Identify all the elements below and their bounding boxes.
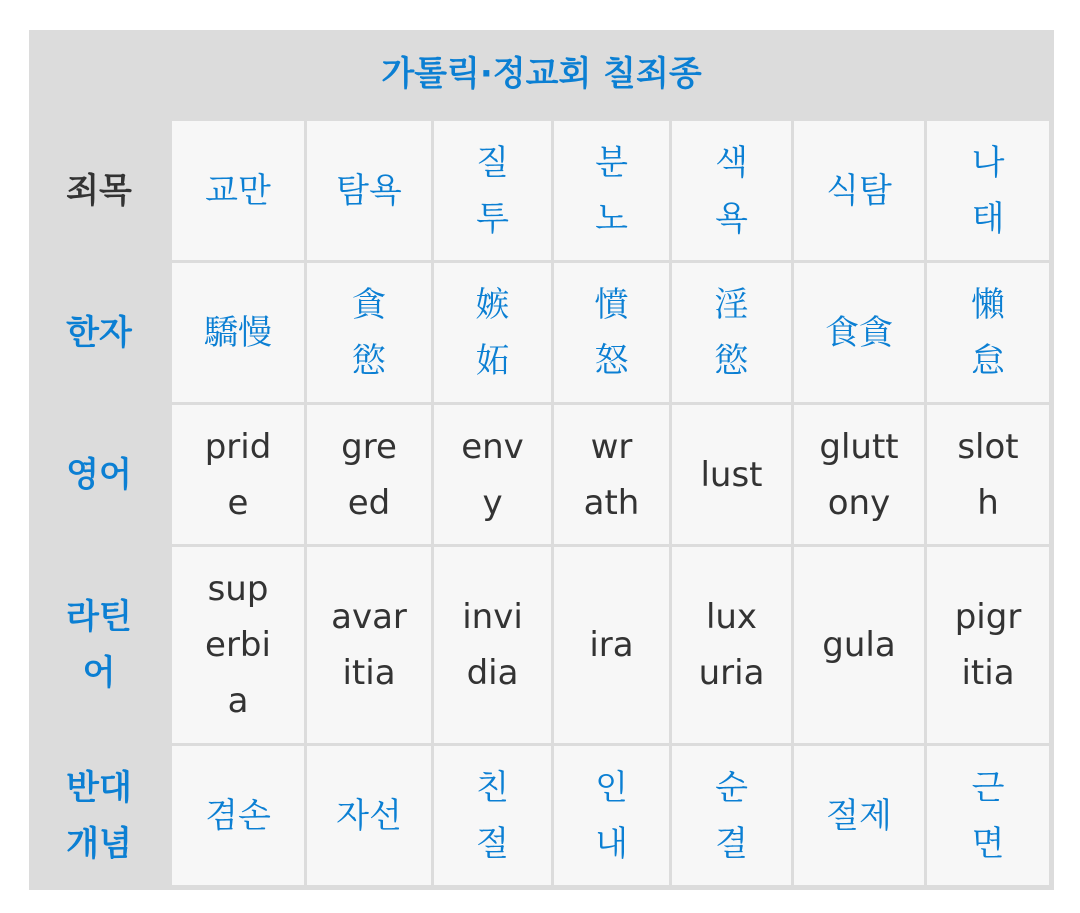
table-cell-latin-4 <box>554 547 669 743</box>
table-cell-opposite-1[interactable] <box>172 746 304 885</box>
seven-sins-table <box>26 118 1052 888</box>
cell-text-line: 근 <box>971 767 1005 808</box>
table-cell-latin-1 <box>172 547 304 743</box>
cell-text-line: e <box>227 482 249 523</box>
cell-text-line: 순 <box>715 767 748 808</box>
row-header-english[interactable] <box>29 405 169 544</box>
cell-text-line: 嫉 <box>475 284 510 325</box>
table-cell-opposite-6[interactable] <box>794 746 924 885</box>
row-header-sin <box>29 121 169 260</box>
cell-text-line: erbi <box>205 625 271 665</box>
table-cell-latin-6 <box>794 547 924 743</box>
table-cell-opposite-2[interactable] <box>307 746 431 885</box>
cell-text-line: 탐욕 <box>336 170 402 211</box>
table-cell-opposite-3[interactable] <box>434 746 551 885</box>
table-cell-hanja-1[interactable] <box>172 263 304 402</box>
cell-text-line: 자선 <box>336 795 402 836</box>
cell-text-line: 妬 <box>475 340 510 381</box>
cell-text-line: 면 <box>971 823 1005 864</box>
table-cell-english-3 <box>434 405 551 544</box>
row-header-line: 라틴 <box>66 597 132 637</box>
table-cell-sin-7[interactable] <box>927 121 1049 260</box>
cell-text-line: 교만 <box>205 170 271 211</box>
cell-text-line: lust <box>700 454 763 495</box>
cell-text-line: dia <box>466 653 519 693</box>
cell-text-line: 투 <box>476 198 509 239</box>
cell-text-line: 驕慢 <box>204 312 272 353</box>
table-row-latin <box>29 547 1049 743</box>
cell-text-line: ira <box>589 625 634 665</box>
row-header-line: 죄목 <box>66 170 132 211</box>
table-row-sin <box>29 121 1049 260</box>
table-cell-hanja-6[interactable] <box>794 263 924 402</box>
cell-text-line: avar <box>331 597 407 637</box>
cell-text-line: prid <box>204 426 272 467</box>
cell-text-line: 친 <box>476 767 509 808</box>
cell-text-line: ath <box>583 482 640 523</box>
table-cell-sin-3[interactable] <box>434 121 551 260</box>
row-header-line: 개념 <box>66 823 132 864</box>
cell-text-line: lux <box>705 597 758 637</box>
table-cell-sin-6[interactable] <box>794 121 924 260</box>
cell-text-line: 겸손 <box>205 795 271 836</box>
cell-text-line: env <box>461 426 524 467</box>
cell-text-line: 태 <box>971 198 1005 239</box>
cell-text-line: 怒 <box>594 340 629 381</box>
cell-text-line: 인 <box>595 767 628 808</box>
table-cell-hanja-3[interactable] <box>434 263 551 402</box>
table-frame <box>29 30 1054 890</box>
cell-text-line: uria <box>698 653 765 693</box>
table-cell-opposite-7[interactable] <box>927 746 1049 885</box>
cell-text-line: sup <box>207 569 269 609</box>
cell-text-line: 내 <box>595 823 628 864</box>
cell-text-line: 怠 <box>971 340 1005 381</box>
table-cell-latin-7 <box>927 547 1049 743</box>
table-cell-english-2 <box>307 405 431 544</box>
table-cell-english-5 <box>672 405 791 544</box>
table-cell-opposite-4[interactable] <box>554 746 669 885</box>
cell-text-line: 절제 <box>826 795 892 836</box>
cell-text-line: 노 <box>595 198 628 239</box>
table-cell-latin-3 <box>434 547 551 743</box>
cell-text-line: ony <box>827 482 891 523</box>
cell-text-line: gula <box>822 625 896 665</box>
table-cell-sin-1[interactable] <box>172 121 304 260</box>
cell-text-line: pigr <box>954 597 1022 637</box>
cell-text-line: wr <box>590 426 633 467</box>
cell-text-line: glutt <box>819 426 899 467</box>
table-cell-english-6 <box>794 405 924 544</box>
cell-text-line: 색 <box>715 142 748 183</box>
table-title[interactable]: 가톨릭·정교회 칠죄종 <box>381 54 702 94</box>
cell-text-line: 식탐 <box>826 170 892 211</box>
table-cell-english-1 <box>172 405 304 544</box>
table-cell-latin-5 <box>672 547 791 743</box>
table-cell-hanja-4[interactable] <box>554 263 669 402</box>
cell-text-line: slot <box>957 426 1019 467</box>
table-cell-hanja-7[interactable] <box>927 263 1049 402</box>
row-header-line: 반대 <box>66 767 132 808</box>
table-cell-sin-4[interactable] <box>554 121 669 260</box>
cell-text-line: y <box>482 482 503 523</box>
row-header-line: 어 <box>82 653 116 693</box>
table-cell-english-4 <box>554 405 669 544</box>
cell-text-line: 결 <box>715 823 748 864</box>
table-cell-opposite-5[interactable] <box>672 746 791 885</box>
cell-text-line: h <box>977 482 999 523</box>
row-header-line: 한자 <box>66 312 132 353</box>
row-header-hanja[interactable] <box>29 263 169 402</box>
cell-text-line: 食貪 <box>825 312 893 353</box>
table-cell-latin-2 <box>307 547 431 743</box>
cell-text-line: 慾 <box>352 340 386 381</box>
cell-text-line: gre <box>341 426 397 467</box>
cell-text-line: 憤 <box>594 284 629 325</box>
cell-text-line: 懶 <box>971 284 1005 325</box>
table-cell-hanja-2[interactable] <box>307 263 431 402</box>
table-row-hanja <box>29 263 1049 402</box>
table-row-opposite <box>29 746 1049 885</box>
row-header-opposite[interactable] <box>29 746 169 885</box>
cell-text-line: 貪 <box>352 284 386 325</box>
table-cell-sin-5[interactable] <box>672 121 791 260</box>
cell-text-line: 분 <box>595 142 628 183</box>
table-cell-hanja-5[interactable] <box>672 263 791 402</box>
cell-text-line: 慾 <box>714 340 749 381</box>
cell-text-line: 淫 <box>714 284 749 325</box>
cell-text-line: invi <box>462 597 523 637</box>
cell-text-line: 절 <box>476 823 509 864</box>
cell-text-line: 욕 <box>715 198 748 239</box>
row-header-line: 영어 <box>66 454 132 495</box>
cell-text-line: itia <box>342 653 396 693</box>
cell-text-line: ed <box>347 482 391 523</box>
cell-text-line: 질 <box>476 142 509 183</box>
table-cell-sin-2[interactable] <box>307 121 431 260</box>
row-header-latin[interactable] <box>29 547 169 743</box>
cell-text-line: 나 <box>971 142 1005 183</box>
cell-text-line: a <box>227 681 249 721</box>
table-cell-english-7 <box>927 405 1049 544</box>
cell-text-line: itia <box>961 653 1015 693</box>
table-row-english <box>29 405 1049 544</box>
